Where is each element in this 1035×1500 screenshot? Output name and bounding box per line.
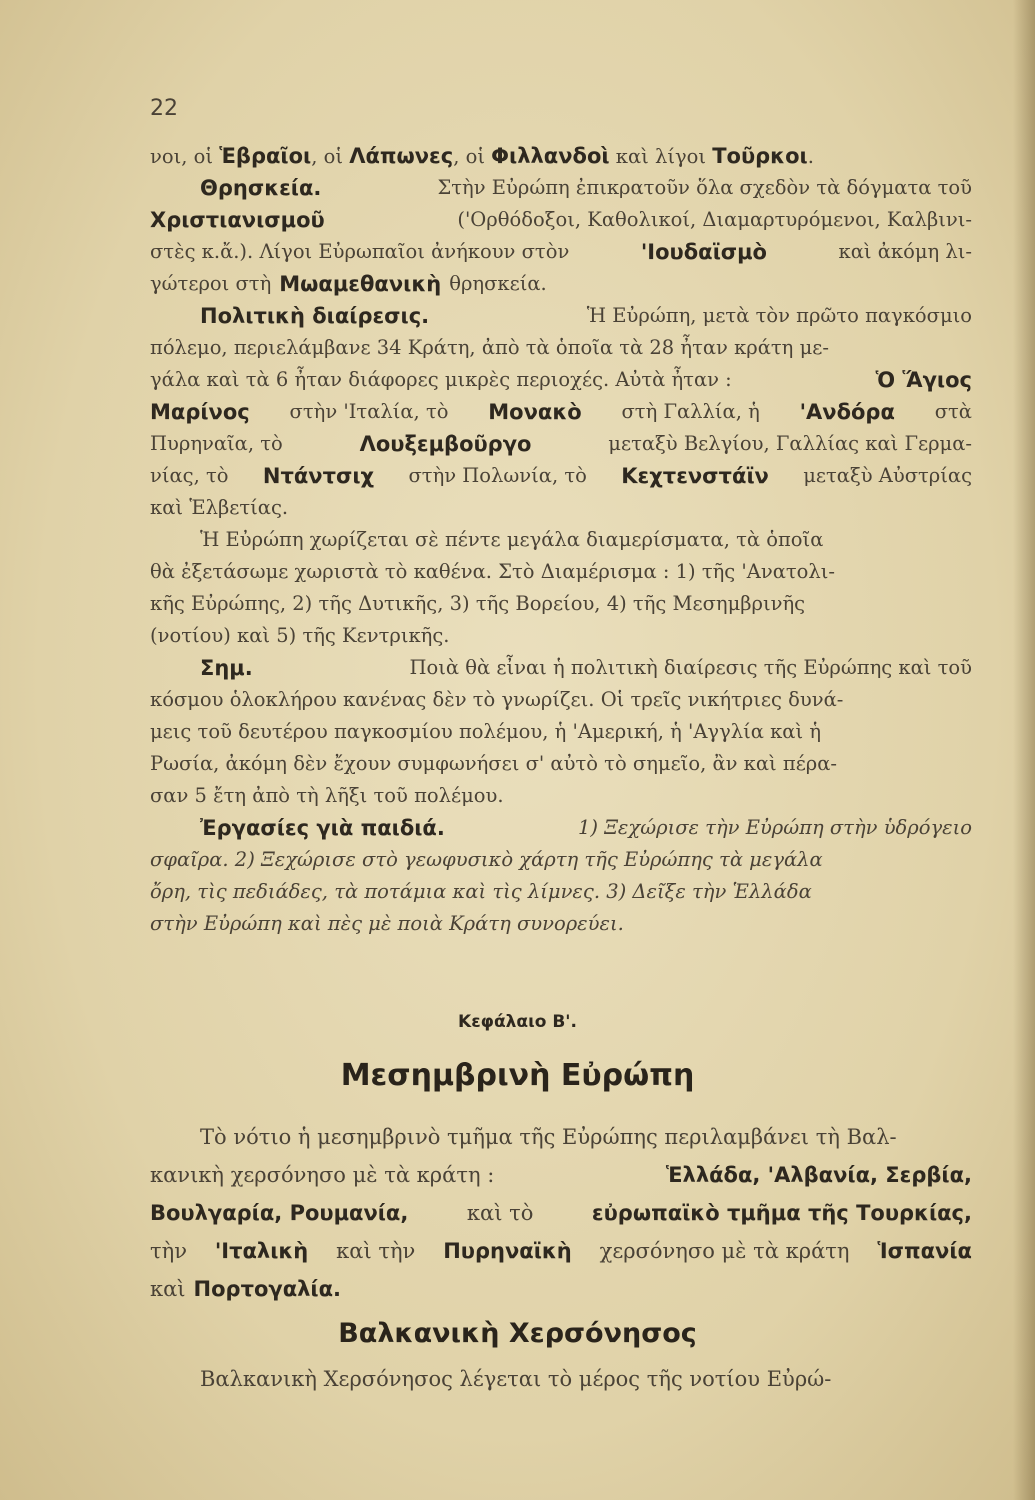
text-line: θὰ ἐξετάσωμε χωριστὰ τὸ καθένα. Στὸ Διαμέρισμα : 1) τῆς 'Ανατολι- bbox=[150, 560, 835, 583]
text-line: Βαλκανικὴ Χερσόνησος λέγεται τὸ μέρος τῆς νοτίου Εὐρώ- bbox=[200, 1367, 832, 1391]
text-line: στὴν Εὐρώπη καὶ πὲς μὲ ποιὰ Κράτη συνορεύει. bbox=[150, 912, 624, 935]
politics-heading: Πολιτικὴ διαίρεσις. bbox=[200, 304, 430, 328]
text-line: Βουλγαρία, Ρουμανία, καὶ τὸ εὐρωπαϊκὸ τμῆμα τῆς Τουρκίας, bbox=[150, 1201, 972, 1225]
text-line: κόσμου ὁλοκλήρου κανένας δὲν τὸ γνωρίζει. Οἱ τρεῖς νικήτριες δυνά- bbox=[150, 688, 844, 711]
exercises-heading: Ἐργασίες γιὰ παιδιά. bbox=[200, 816, 445, 840]
text-line: Μαρίνος στὴν 'Ιταλία, τὸ Μονακὸ στὴ Γαλλία, ἡ 'Ανδόρα στὰ bbox=[150, 400, 972, 424]
text-block-southern bbox=[150, 1118, 972, 1308]
text-line: ὄρη, τὶς πεδιάδες, τὰ ποτάμια καὶ τὶς λίμνες. 3) Δεῖξε τὴν Ἑλλάδα bbox=[150, 880, 812, 903]
text-line: γώτεροι στὴ Μωαμεθανικὴ θρησκεία. bbox=[150, 272, 547, 296]
text-line: Ἡ Εὐρώπη χωρίζεται σὲ πέντε μεγάλα διαμερίσματα, τὰ ὁποῖα bbox=[200, 528, 824, 551]
text-line: καὶ Πορτογαλία. bbox=[150, 1277, 342, 1301]
chapter-label: Κεφάλαιο Β'. bbox=[458, 1012, 577, 1032]
text-line: Σημ. Ποιὰ θὰ εἶναι ἡ πολιτικὴ διαίρεσις τῆς Εὐρώπης καὶ τοῦ bbox=[150, 652, 972, 684]
text-line: Ἐργασίες γιὰ παιδιά. 1) Ξεχώρισε τὴν Εὐρώπη στὴν ὑδρόγειο bbox=[150, 812, 972, 844]
text-line: μεις τοῦ δευτέρου παγκοσμίου πολέμου, ἡ 'Αμερική, ἡ 'Αγγλία καὶ ἡ bbox=[150, 720, 821, 743]
text-block-balkan bbox=[150, 1360, 972, 1398]
text-line: τὴν 'Ιταλικὴ καὶ τὴν Πυρηναϊκὴ χερσόνησο μὲ τὰ κράτη Ἱσπανία bbox=[150, 1239, 972, 1263]
text-line: νοι, οἱ Ἑβραῖοι, οἱ Λάπωνες, οἱ Φιλλανδοὶ καὶ λίγοι Τοῦρκοι. bbox=[150, 144, 814, 168]
text-line: Θρησκεία. Στὴν Εὐρώπη ἐπικρατοῦν ὅλα σχεδὸν τὰ δόγματα τοῦ bbox=[150, 172, 972, 204]
text-line: (νοτίου) καὶ 5) τῆς Κεντρικῆς. bbox=[150, 624, 450, 647]
page-number: 22 bbox=[150, 96, 178, 121]
text-line: κανικὴ χερσόνησο μὲ τὰ κράτη : Ἑλλάδα, 'Αλβανία, Σερβία, bbox=[150, 1163, 972, 1187]
text-line: Πολιτικὴ διαίρεσις. Ἡ Εὐρώπη, μετὰ τὸν πρῶτο παγκόσμιο bbox=[150, 300, 972, 332]
text-line: σφαῖρα. 2) Ξεχώρισε στὸ γεωφυσικὸ χάρτη τῆς Εὐρώπης τὰ μεγάλα bbox=[150, 848, 823, 871]
text-line: καὶ Ἑλβετίας. bbox=[150, 496, 289, 519]
text-line: νίας, τὸ Ντάντσιχ στὴν Πολωνία, τὸ Κεχτενστάϊν μεταξὺ Αὐστρίας bbox=[150, 464, 972, 488]
text-line: πόλεμο, περιελάμβανε 34 Κράτη, ἀπὸ τὰ ὁποῖα τὰ 28 ἦταν κράτη με- bbox=[150, 336, 829, 359]
text-line: Πυρηναῖα, τὸ Λουξεμβοῦργο μεταξὺ Βελγίου, Γαλλίας καὶ Γερμα- bbox=[150, 432, 972, 456]
text-block-upper bbox=[150, 140, 972, 940]
text-line: κῆς Εὐρώπης, 2) τῆς Δυτικῆς, 3) τῆς Βορείου, 4) τῆς Μεσημβρινῆς bbox=[150, 592, 806, 615]
text-line: Χριστιανισμοῦ ('Ορθόδοξοι, Καθολικοί, Διαμαρτυρόμενοι, Καλβινι- bbox=[150, 208, 972, 232]
text-line: στὲς κ.ἄ.). Λίγοι Εὐρωπαῖοι ἀνήκουν στὸν 'Ιουδαϊσμὸ καὶ ἀκόμη λι- bbox=[150, 240, 972, 264]
section-title: Βαλκανικὴ Χερσόνησος bbox=[338, 1318, 697, 1349]
religion-heading: Θρησκεία. bbox=[200, 176, 322, 200]
page-edge-shadow bbox=[1013, 0, 1035, 1500]
text-line: Τὸ νότιο ἡ μεσημβρινὸ τμῆμα τῆς Εὐρώπης περιλαμβάνει τὴ Βαλ- bbox=[200, 1125, 897, 1149]
text-line: σαν 5 ἔτη ἀπὸ τὴ λῆξι τοῦ πολέμου. bbox=[150, 784, 504, 807]
text-line: γάλα καὶ τὰ 6 ἦταν διάφορες μικρὲς περιοχές. Αὐτὰ ἦταν : Ὁ Ἅγιος bbox=[150, 368, 972, 392]
note-heading: Σημ. bbox=[200, 656, 253, 680]
text-line: Ρωσία, ἀκόμη δὲν ἔχουν συμφωνήσει σ' αὐτὸ τὸ σημεῖο, ἂν καὶ πέρα- bbox=[150, 752, 838, 775]
chapter-title: Μεσημβρινὴ Εὐρώπη bbox=[340, 1058, 695, 1093]
